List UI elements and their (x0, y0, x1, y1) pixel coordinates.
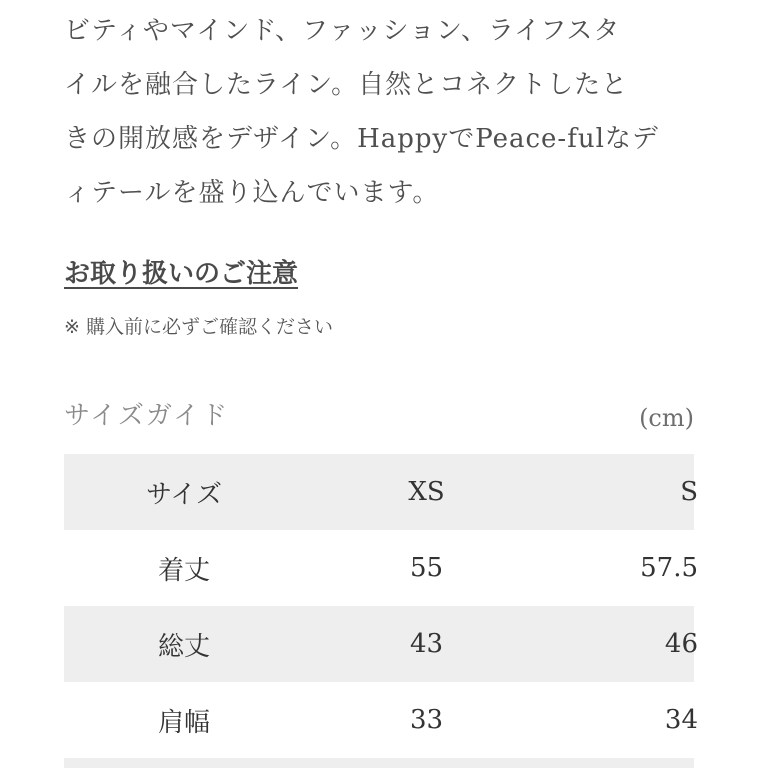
care-note: ※ 購入前に必ずご確認ください (64, 316, 333, 338)
row-s-value: 34 (664, 705, 698, 735)
description-line: きの開放感をデザイン。HappyでPeace-fulなデ (64, 124, 659, 154)
row-label: 肩幅 (157, 707, 210, 738)
size-header-label: サイズ (146, 479, 222, 510)
description-line: ビティやマインド、ファッション、ライフスタ (64, 16, 621, 46)
size-header-s: S (680, 477, 698, 507)
care-instructions-link[interactable]: お取り扱いのご注意 (64, 259, 299, 289)
row-label: 着丈 (157, 555, 210, 586)
row-s-cell (549, 530, 698, 606)
size-table (64, 454, 698, 768)
size-guide-unit: (cm) (639, 404, 694, 432)
description-line: イルを融合したライン。自然とコネクトしたと (64, 70, 629, 100)
product-description (64, 4, 714, 220)
size-table-header-row (64, 454, 694, 530)
row-s-value: 46 (664, 629, 698, 659)
table-row (64, 682, 694, 758)
table-row (64, 530, 694, 606)
size-guide-title: サイズガイド (64, 401, 230, 431)
table-row-partial (64, 758, 694, 768)
size-header-xs: XS (408, 477, 445, 507)
row-xs-value: 33 (409, 705, 444, 735)
table-row (64, 606, 694, 682)
row-s-value: 57.5 (640, 553, 698, 583)
row-s-cell (549, 682, 698, 758)
row-s-cell (549, 606, 698, 682)
row-xs-value: 55 (409, 553, 444, 583)
size-header-s-cell (549, 454, 698, 530)
row-label: 総丈 (157, 631, 210, 662)
description-line: ィテールを盛り込んでいます。 (64, 178, 440, 208)
row-xs-value: 43 (409, 629, 444, 659)
